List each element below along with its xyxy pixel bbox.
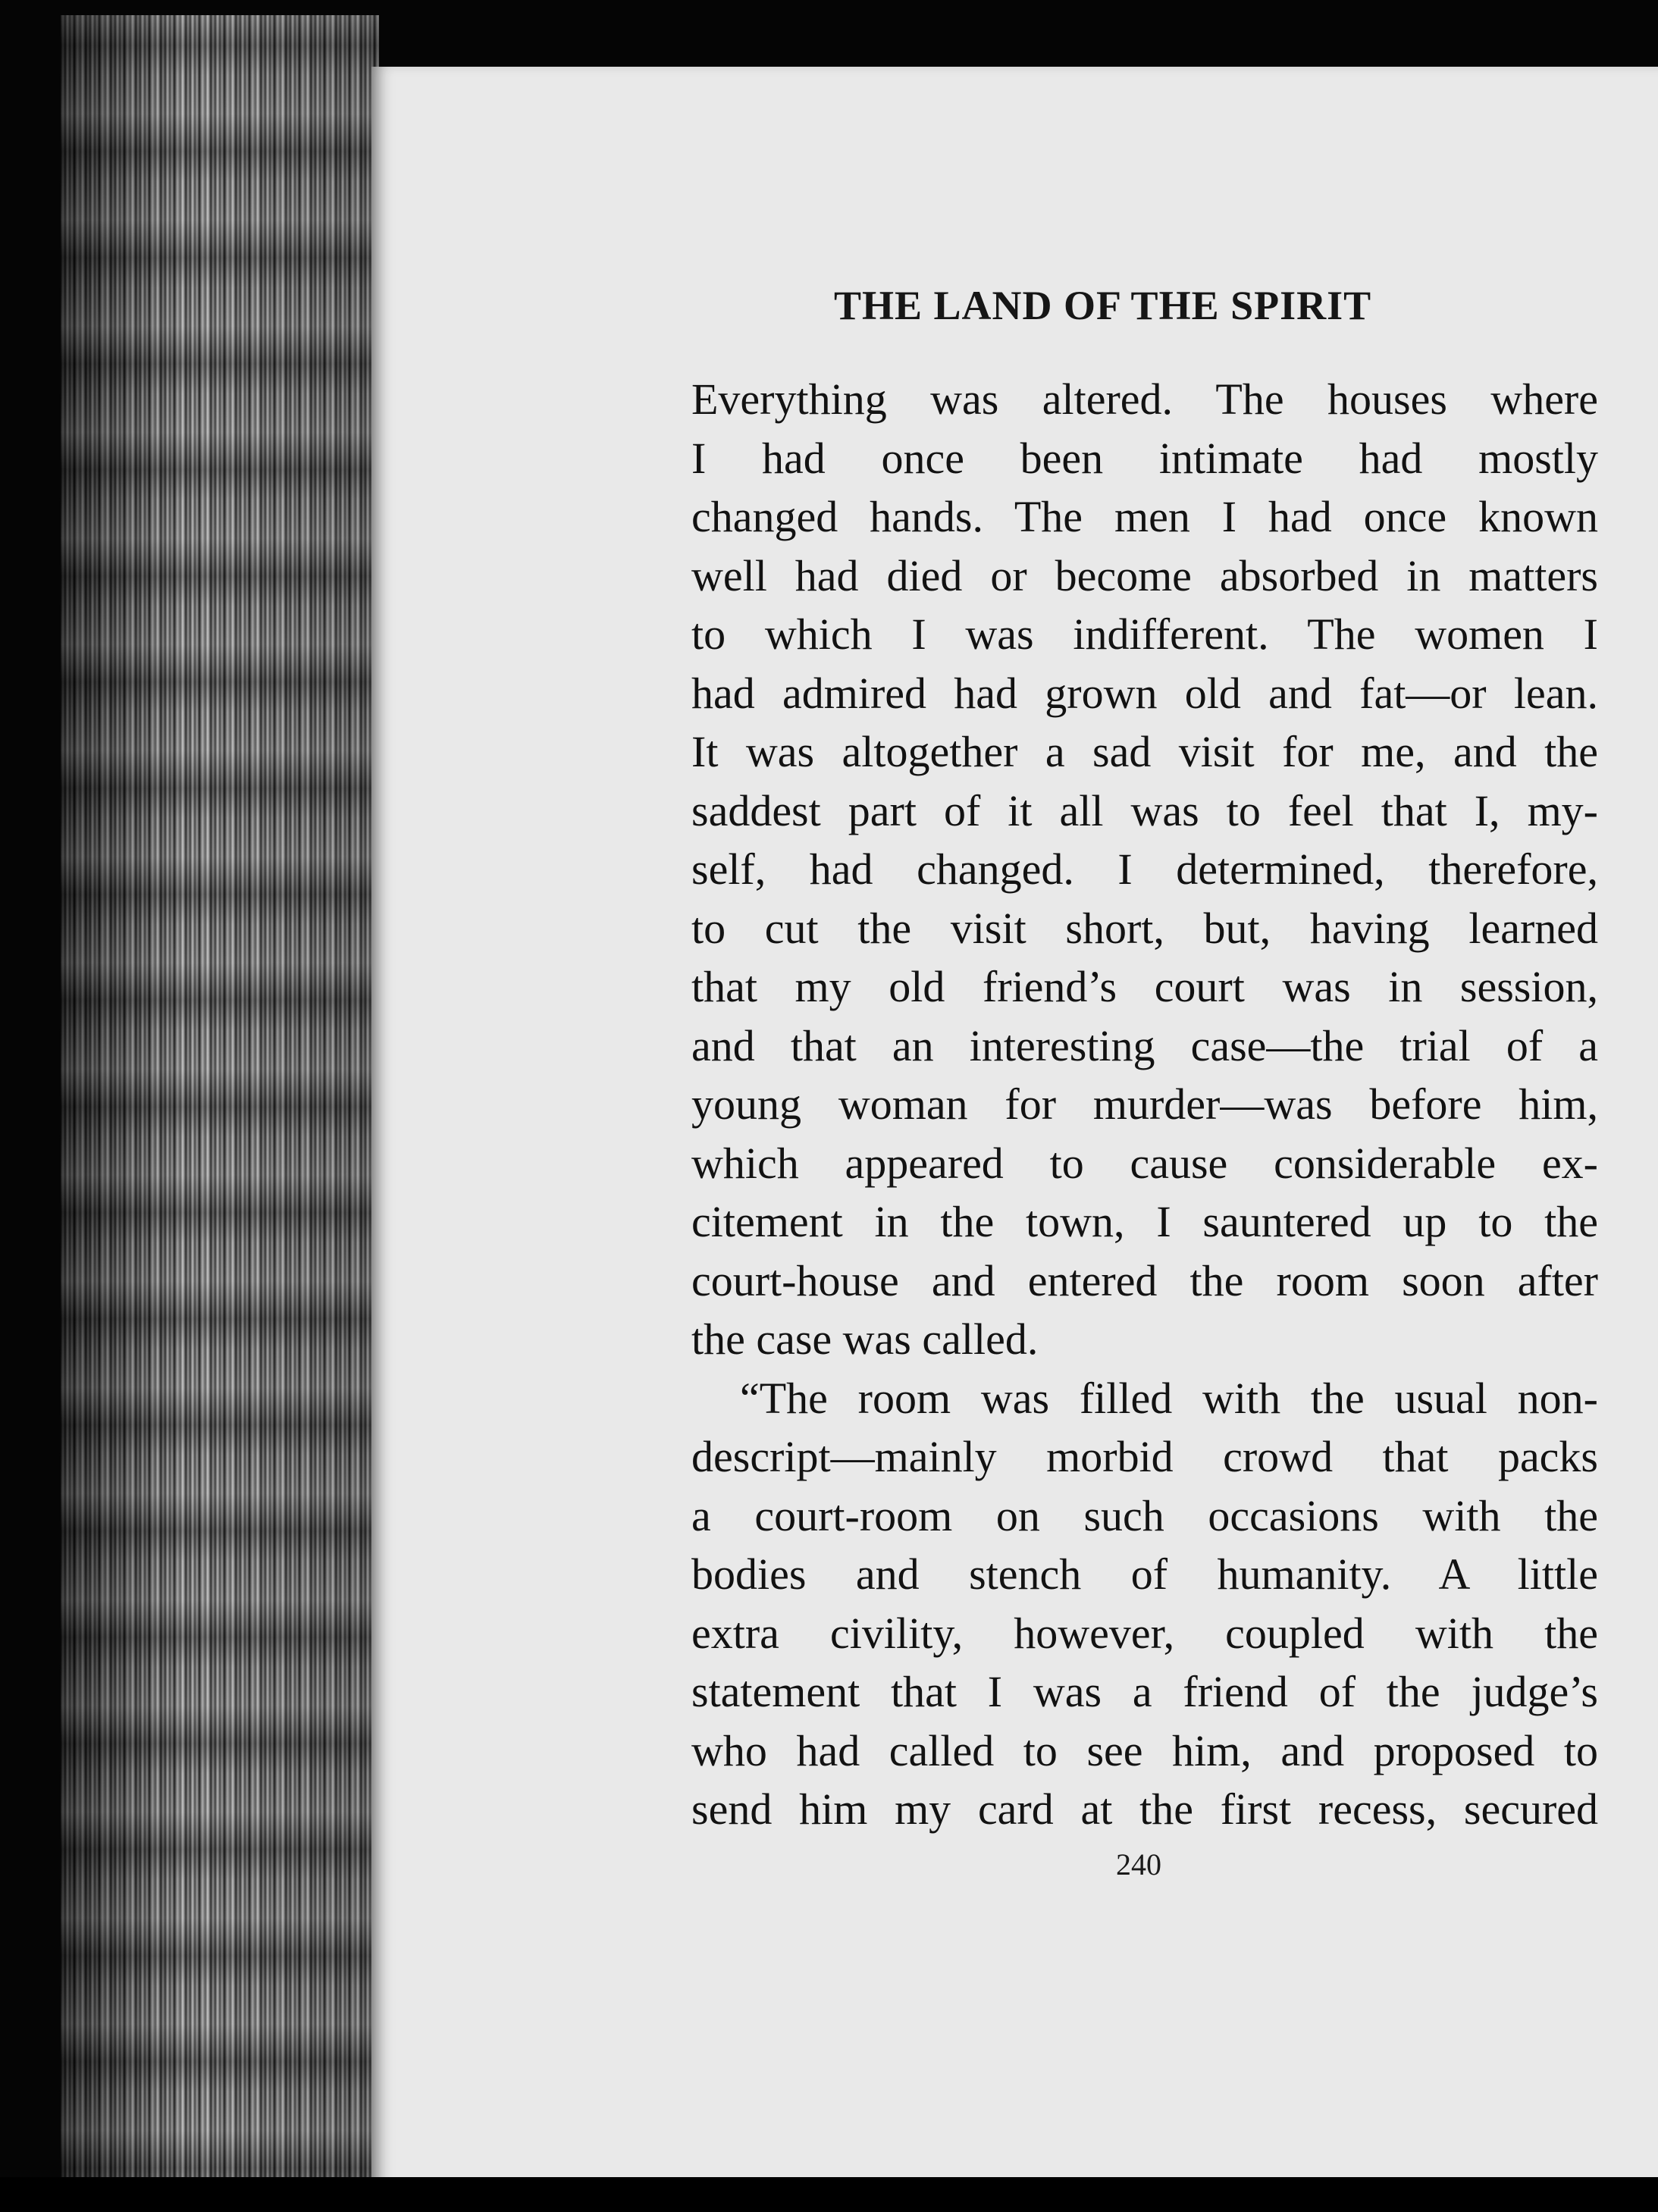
text-line: I had once been intimate had mostly <box>691 433 1598 483</box>
text-line: that my old friend’s court was in session, <box>691 962 1598 1011</box>
text-line: to which I was indifferent. The women I <box>691 609 1598 659</box>
book-page-edges <box>61 15 379 2198</box>
text-line: which appeared to cause considerable ex- <box>691 1138 1598 1188</box>
bottom-shadow <box>0 2177 1658 2212</box>
text-line: It was altogether a sad visit for me, and the <box>691 727 1598 776</box>
text-line: extra civility, however, coupled with the <box>691 1608 1598 1658</box>
text-line: had admired had grown old and fat—or lean. <box>691 668 1598 718</box>
text-line: statement that I was a friend of the judge’s <box>691 1667 1598 1716</box>
text-line: court-house and entered the room soon after <box>691 1255 1598 1305</box>
text-line: self, had changed. I determined, therefore, <box>691 844 1598 894</box>
text-line: and that an interesting case—the trial of a <box>691 1020 1598 1070</box>
text-line: to cut the visit short, but, having learned <box>691 903 1598 953</box>
body-text <box>691 370 1598 1839</box>
text-line: bodies and stench of humanity. A little <box>691 1549 1598 1599</box>
page-number: 240 <box>1116 1847 1161 1881</box>
text-line: saddest part of it all was to feel that I, my- <box>691 785 1598 835</box>
text-line: “The room was filled with the usual non- <box>740 1373 1598 1423</box>
text-line: descript—mainly morbid crowd that packs <box>691 1432 1598 1481</box>
text-line: citement in the town, I sauntered up to the <box>691 1197 1598 1246</box>
running-head: THE LAND OF THE SPIRIT <box>834 283 1372 328</box>
text-line: who had called to see him, and proposed to <box>691 1725 1598 1775</box>
text-line: young woman for murder—was before him, <box>691 1079 1598 1129</box>
text-line: send him my card at the first recess, secured <box>691 1784 1598 1834</box>
text-line: the case was called. <box>691 1314 1039 1364</box>
text-line: changed hands. The men I had once known <box>691 492 1598 541</box>
text-line: Everything was altered. The houses where <box>691 374 1598 424</box>
text-line: a court-room on such occasions with the <box>691 1490 1598 1540</box>
text-line: well had died or become absorbed in matters <box>691 550 1598 600</box>
